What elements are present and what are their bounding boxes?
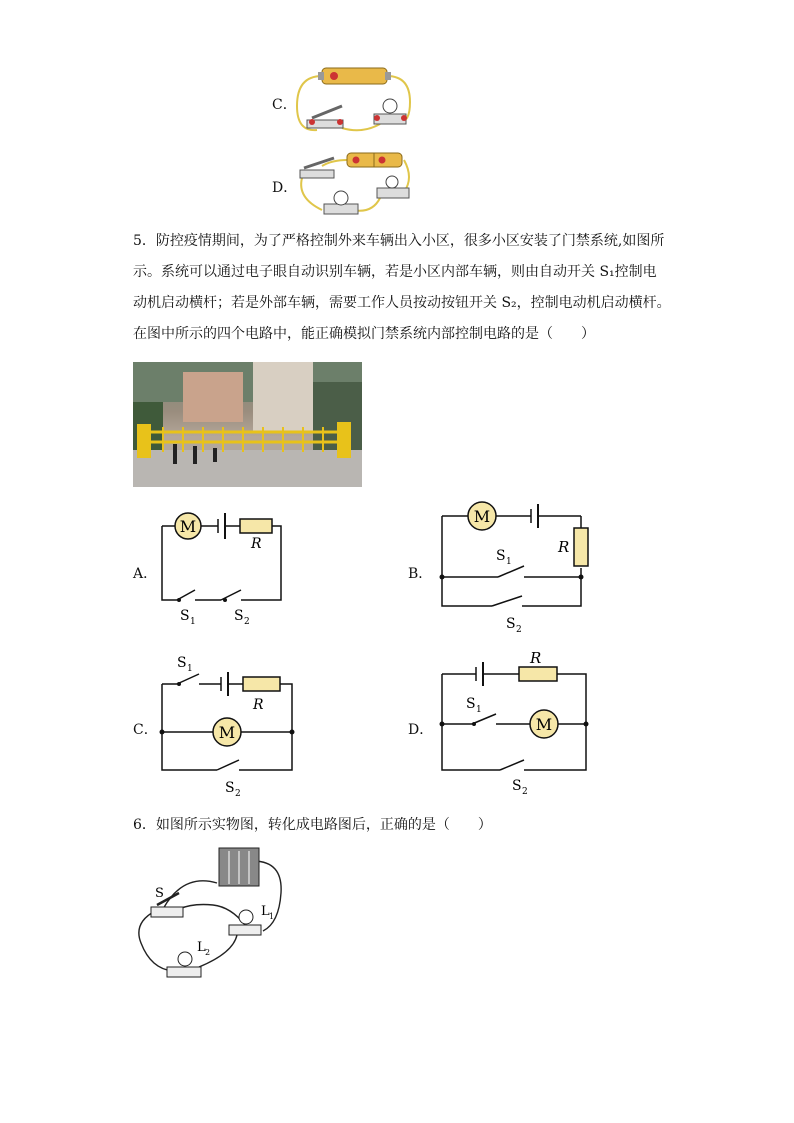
q5-c-r-label: R [253,697,264,713]
q6-lamp1-label: L [261,904,270,919]
q5-option-c-label: C． [133,722,158,738]
q5-a-s2-sub: 2 [244,617,250,627]
q6-lamp2-sub: 2 [205,948,211,957]
q5-a-motor: M [179,517,197,536]
q6-physical-circuit [133,843,293,983]
q5-c-s2-sub: 2 [235,789,241,799]
q6-switch-label: S [155,886,164,901]
q5-line-1: 5．防控疫情期间，为了严格控制外来车辆出入小区，很多小区安装了门禁系统,如图所 [133,233,665,249]
prev-option-c-figure [292,62,417,138]
q5-b-resistor [574,528,588,566]
gate-photo [133,362,362,487]
prev-option-c-label: C． [272,97,297,113]
q5-b-s2: S [506,616,516,632]
q5-a-s1: S [180,608,190,624]
question-5 [133,226,713,350]
q5-a-s2: S [234,608,244,624]
q5-c-resistor [243,677,280,691]
q5-b-motor: M [473,507,491,526]
q5-a-resistor [240,519,272,533]
prev-option-d-figure [292,148,417,220]
q5-b-s1-sub: 1 [506,557,512,567]
q5-a-r-label: R [251,536,262,552]
q5-d-resistor [519,667,557,681]
q5-c-s1-sub: 1 [187,664,193,674]
q5-c-s1: S [177,655,187,671]
q5-d-s2-sub: 2 [522,787,528,797]
q5-d-motor: M [535,715,553,734]
q5-b-s1: S [496,548,506,564]
q5-a-s1-sub: 1 [190,617,196,627]
q5-d-s1-sub: 1 [476,705,482,715]
gate-photo-drawing [133,362,362,487]
q6-lamp2-label: L [197,940,206,955]
q6-lamp1-sub: 1 [269,912,275,921]
q5-option-a-label: A． [133,566,158,582]
q5-c-motor: M [218,723,236,742]
q6-lamp2-icon [167,967,201,977]
question-6: 6．如图所示实物图，转化成电路图后，正确的是（ ） [133,817,492,833]
q5-option-c-circuit [155,652,300,800]
q5-line-2: 示。系统可以通过电子眼自动识别车辆，若是小区内部车辆，则由自动开关 S₁控制电 [133,264,657,280]
q5-option-d-circuit [432,648,592,800]
q5-c-s2: S [225,780,235,796]
q5-b-s2-sub: 2 [516,625,522,635]
q5-line-4: 在图中所示的四个电路中，能正确模拟门禁系统内部控制电路的是（ ） [133,326,595,342]
q5-b-r-label: R [558,538,570,556]
q6-lamp1-icon [229,925,261,935]
q5-d-r-label: R [530,649,542,667]
q5-option-b-circuit [432,500,592,640]
q5-option-d-label: D． [408,722,434,738]
q5-d-s1: S [466,696,476,712]
q5-option-b-label: B． [408,566,433,582]
q5-option-a-circuit [155,508,290,628]
q5-line-3: 动机启动横杆；若是外部车辆，需要工作人员按动按钮开关 S₂，控制电动机启动横杆。 [133,295,671,311]
q6-switch-icon [151,907,183,917]
prev-option-d-label: D． [272,180,298,196]
q5-d-s2: S [512,778,522,794]
